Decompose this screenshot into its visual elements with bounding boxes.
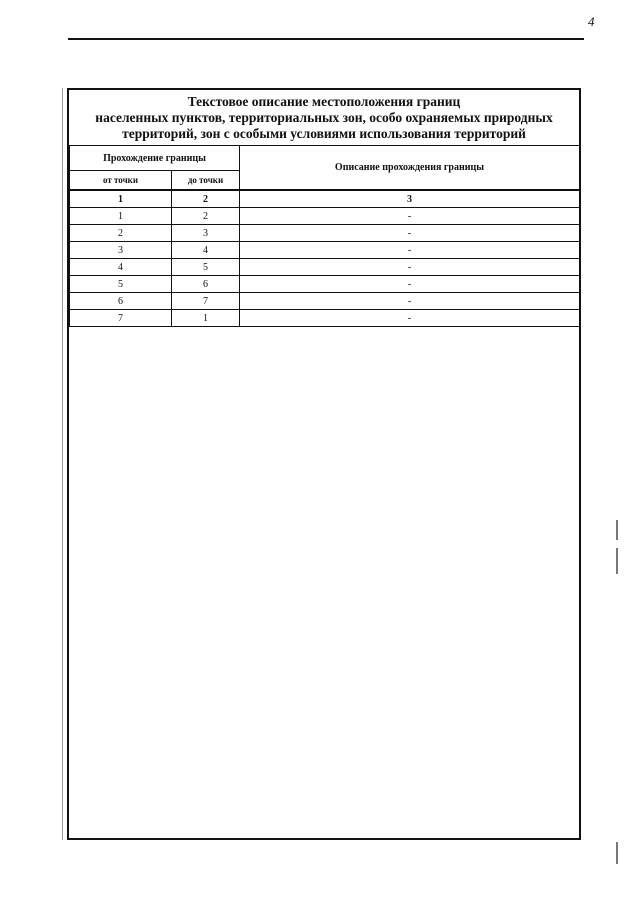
cell-description: - [240,208,580,225]
header-description: Описание прохождения границы [240,146,580,191]
boundary-table [69,145,580,327]
cell-description: - [240,293,580,310]
left-edge-line [62,88,63,840]
cell-description: - [240,310,580,327]
table-row [70,276,580,293]
header-from: от точки [70,171,172,191]
column-number: 3 [240,190,580,208]
cell-from: 2 [70,225,172,242]
column-number: 2 [172,190,240,208]
table-row [70,259,580,276]
cell-to: 3 [172,225,240,242]
cell-description: - [240,242,580,259]
table-row [70,242,580,259]
cell-to: 7 [172,293,240,310]
scan-mark [616,520,618,540]
title-line: Текстовое описание местоположения границ [187,94,461,109]
cell-description: - [240,259,580,276]
cell-from: 5 [70,276,172,293]
table-row [70,225,580,242]
cell-from: 4 [70,259,172,276]
cell-from: 6 [70,293,172,310]
table-row [70,293,580,310]
table-row [70,208,580,225]
header-rule [68,38,584,40]
scan-mark [616,548,618,574]
document-title [69,94,579,142]
column-number-row [70,190,580,208]
title-line: территорий, зон с особыми условиями использования территорий [122,126,526,141]
cell-to: 2 [172,208,240,225]
cell-to: 4 [172,242,240,259]
cell-to: 1 [172,310,240,327]
title-line: населенных пунктов, территориальных зон, особо охраняемых природных [95,110,553,125]
cell-to: 6 [172,276,240,293]
scan-mark [616,842,618,864]
table-header-row [70,146,580,171]
document-frame [67,88,581,840]
header-passage: Прохождение границы [70,146,240,171]
cell-from: 7 [70,310,172,327]
header-to: до точки [172,171,240,191]
table-row [70,310,580,327]
column-number: 1 [70,190,172,208]
cell-description: - [240,276,580,293]
cell-to: 5 [172,259,240,276]
cell-from: 1 [70,208,172,225]
cell-description: - [240,225,580,242]
page-number: 4 [588,14,595,29]
cell-from: 3 [70,242,172,259]
